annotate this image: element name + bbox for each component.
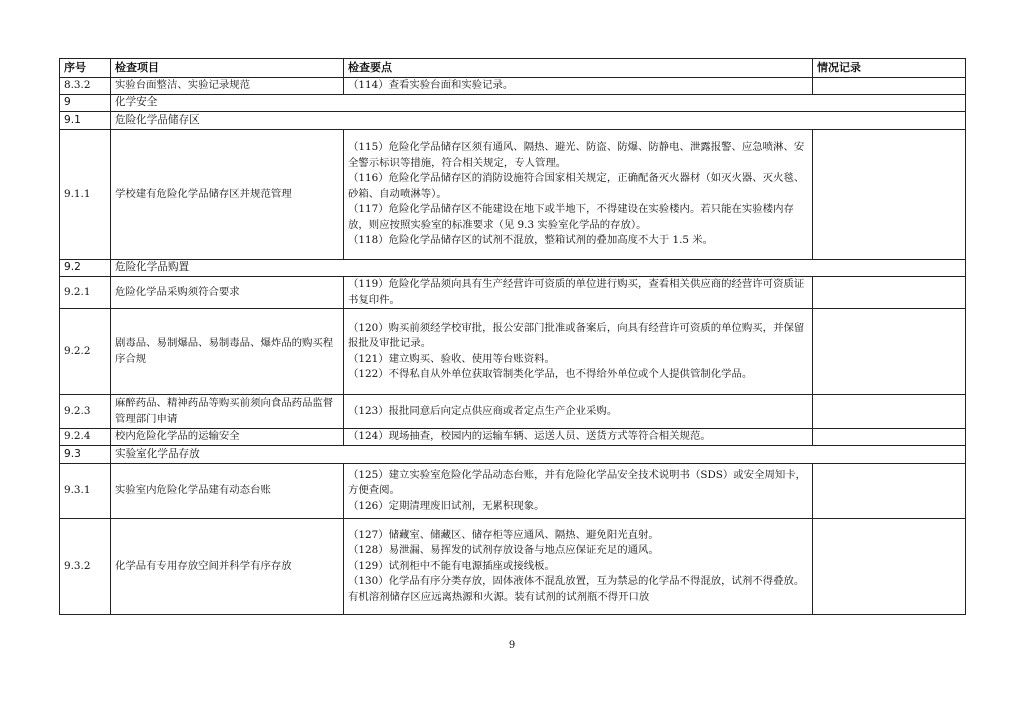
cell-num: 9.2.1 bbox=[60, 277, 111, 309]
cell-record[interactable] bbox=[813, 395, 966, 429]
cell-record[interactable] bbox=[813, 277, 966, 309]
check-point: （128）易泄漏、易挥发的试剂存放设备与地点应保证充足的通风。 bbox=[348, 544, 659, 557]
check-point: （121）建立购买、验收、使用等台账资料。 bbox=[348, 352, 555, 365]
cell-record[interactable] bbox=[813, 519, 966, 615]
check-point: （129）试剂柜中不能有电源插座或接线板。 bbox=[348, 559, 555, 572]
check-point: （126）定期清理废旧试剂，无累积现象。 bbox=[348, 499, 545, 512]
check-point: （125）建立实验室危险化学品动态台账，并有危险化学品安全技术说明书（SDS）或安全周知卡，方便查阅。 bbox=[348, 468, 807, 497]
cell-section-title: 危险化学品储存区 bbox=[111, 112, 966, 130]
check-point: （115）危险化学品储存区须有通风、隔热、避光、防盗、防爆、防静电、泄露报警、应急喷淋、安全警示标识等措施，符合相关规定，专人管理。 bbox=[348, 141, 805, 169]
inspection-table bbox=[59, 58, 966, 615]
cell-points bbox=[344, 130, 813, 260]
check-point: （130）化学品有序分类存放，固体液体不混乱放置，互为禁忌的化学品不得混放，试剂不得叠放。有机溶剂储存区应远离热源和火源。装有试剂的试剂瓶不得开口放 bbox=[348, 575, 805, 603]
cell-section-title: 危险化学品购置 bbox=[111, 260, 966, 277]
check-point: （118）危险化学品储存区的试剂不混放，整箱试剂的叠加高度不大于 1.5 米。 bbox=[348, 234, 714, 247]
check-point: （123）报批同意后向定点供应商或者定点生产企业采购。 bbox=[348, 404, 618, 417]
cell-points bbox=[344, 519, 813, 615]
table-row bbox=[60, 519, 966, 615]
cell-num: 9.2.4 bbox=[60, 429, 111, 446]
cell-item: 麻醉药品、精神药品等购买前须向食品药品监督管理部门申请 bbox=[111, 395, 344, 429]
section-row bbox=[60, 95, 966, 112]
check-point: （119）危险化学品须向具有生产经营许可资质的单位进行购买，查看相关供应商的经营许可资质证书复印件。 bbox=[348, 278, 805, 306]
cell-num: 8.3.2 bbox=[60, 78, 111, 95]
cell-points bbox=[344, 429, 813, 446]
cell-record[interactable] bbox=[813, 309, 966, 395]
cell-points bbox=[344, 78, 813, 95]
header-points: 检查要点 bbox=[344, 59, 813, 78]
cell-num: 9 bbox=[60, 95, 111, 112]
cell-record[interactable] bbox=[813, 464, 966, 519]
table-row bbox=[60, 464, 966, 519]
cell-num: 9.2.3 bbox=[60, 395, 111, 429]
header-num: 序号 bbox=[60, 59, 111, 78]
cell-points bbox=[344, 395, 813, 429]
cell-num: 9.3.2 bbox=[60, 519, 111, 615]
check-point: （116）危险化学品储存区的消防设施符合国家相关规定，正确配备灭火器材（如灭火器、灭火毯、砂箱、自动喷淋等）。 bbox=[348, 172, 805, 200]
cell-record[interactable] bbox=[813, 429, 966, 446]
cell-num: 9.2.2 bbox=[60, 309, 111, 395]
cell-num: 9.1 bbox=[60, 112, 111, 130]
cell-item: 学校建有危险化学品储存区并规范管理 bbox=[111, 130, 344, 260]
table-row bbox=[60, 309, 966, 395]
cell-item: 剧毒品、易制爆品、易制毒品、爆炸品的购买程序合规 bbox=[111, 309, 344, 395]
header-item: 检查项目 bbox=[111, 59, 344, 78]
cell-item: 实验室内危险化学品建有动态台账 bbox=[111, 464, 344, 519]
section-row bbox=[60, 112, 966, 130]
table-header-row bbox=[60, 59, 966, 78]
section-row bbox=[60, 446, 966, 464]
cell-item: 校内危险化学品的运输安全 bbox=[111, 429, 344, 446]
cell-section-title: 化学安全 bbox=[111, 95, 966, 112]
cell-item: 危险化学品采购须符合要求 bbox=[111, 277, 344, 309]
cell-num: 9.3 bbox=[60, 446, 111, 464]
cell-points bbox=[344, 464, 813, 519]
table-row bbox=[60, 78, 966, 95]
table-row bbox=[60, 130, 966, 260]
cell-num: 9.3.1 bbox=[60, 464, 111, 519]
table-body bbox=[60, 78, 966, 615]
cell-points bbox=[344, 277, 813, 309]
page-number: 9 bbox=[508, 640, 516, 651]
section-row bbox=[60, 260, 966, 277]
check-point: （127）储藏室、储藏区、储存柜等应通风、隔热、避免阳光直射。 bbox=[348, 528, 659, 541]
cell-item: 化学品有专用存放空间并科学有序存放 bbox=[111, 519, 344, 615]
cell-points bbox=[344, 309, 813, 395]
table-row bbox=[60, 395, 966, 429]
cell-record[interactable] bbox=[813, 130, 966, 260]
cell-item: 实验台面整洁、实验记录规范 bbox=[111, 78, 344, 95]
table-row bbox=[60, 429, 966, 446]
cell-record[interactable] bbox=[813, 78, 966, 95]
check-point: （124）现场抽查，校园内的运输车辆、运送人员、送货方式等符合相关规范。 bbox=[348, 430, 711, 443]
cell-num: 9.2 bbox=[60, 260, 111, 277]
cell-section-title: 实验室化学品存放 bbox=[111, 446, 966, 464]
cell-num: 9.1.1 bbox=[60, 130, 111, 260]
check-point: （114）查看实验台面和实验记录。 bbox=[348, 79, 514, 92]
check-point: （117）危险化学品储存区不能建设在地下或半地下，不得建设在实验楼内。若只能在实验楼内存放，则应按照实验室的标准要求（见 9.3 实验室化学品的存放）。 bbox=[348, 203, 794, 231]
check-point: （122）不得私自从外单位获取管制类化学品，也不得给外单位或个人提供管制化学品。 bbox=[348, 368, 753, 380]
check-point: （120）购买前须经学校审批，报公安部门批准或备案后，向具有经营许可资质的单位购买，并保留报批及审批记录。 bbox=[348, 321, 805, 349]
header-record: 情况记录 bbox=[813, 59, 966, 78]
table-row bbox=[60, 277, 966, 309]
